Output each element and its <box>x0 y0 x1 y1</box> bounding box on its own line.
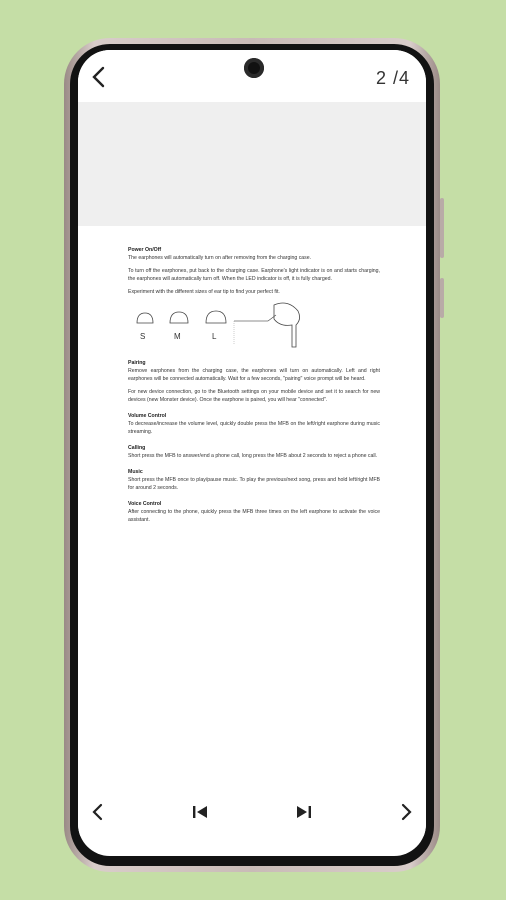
chevron-right-icon <box>394 800 418 824</box>
chevron-left-icon <box>88 64 112 90</box>
pairing-paragraph: For new device connection, go to the Bluetooth settings on your mobile device and set it to search for new devices (new Monster device). Once the earphone is paired, you will hear "connected". <box>128 389 380 403</box>
last-page-button[interactable] <box>292 800 316 824</box>
calling-paragraph: Short press the MFB to answer/end a phone call, long press the MFB about 2 seconds to reject a phone call. <box>128 453 378 459</box>
volume-button <box>440 198 444 258</box>
voice-paragraph: After connecting to the phone, quickly press the MFB three times on the left earphone to activate the voice assistant. <box>128 509 380 523</box>
front-camera <box>244 58 264 78</box>
ear-tip-illustration <box>128 301 380 351</box>
music-paragraph: Short press the MFB once to play/pause music. To play the previous/next song, press and hold left/right MFB for around 2 seconds. <box>128 477 380 491</box>
power-paragraph: To turn off the earphones, put back to the charging case. Earphone's light indicator is on and starts charging, the earphones will automatically turn off. When the LED indicator is off, it is fully charged. <box>128 268 380 282</box>
back-button[interactable] <box>88 64 112 90</box>
pdf-viewer[interactable] <box>78 102 426 782</box>
skip-next-icon <box>292 800 316 824</box>
pairing-paragraph: Remove earphones from the charging case, the earphones will turn on automatically. Left and right earphones will be connected automatically. Wait for a few seconds, "pairing" voice prompt will be heard. <box>128 368 380 382</box>
size-label-s: S <box>140 332 146 341</box>
document-content <box>128 238 380 529</box>
first-page-button[interactable] <box>188 800 212 824</box>
calling-heading: Calling <box>128 445 146 451</box>
screen <box>78 50 426 856</box>
size-label-m: M <box>174 332 181 341</box>
prev-page-button[interactable] <box>86 800 110 824</box>
phone-frame <box>64 38 440 872</box>
size-label-l: L <box>212 332 217 341</box>
next-page-button[interactable] <box>394 800 418 824</box>
power-paragraph: The earphones will automatically turn on after removing from the charging case. <box>128 255 312 261</box>
document-page <box>78 226 426 786</box>
power-button <box>440 278 444 318</box>
ear-tip-diagram <box>128 301 380 351</box>
music-heading: Music <box>128 469 143 475</box>
volume-paragraph: To decrease/increase the volume level, quickly double press the MFB on the left/right earphone during music streaming. <box>128 421 380 435</box>
voice-heading: Voice Control <box>128 501 162 507</box>
chevron-left-icon <box>86 800 110 824</box>
power-heading: Power On/Off <box>128 247 162 253</box>
bottom-navigation <box>78 790 426 836</box>
volume-heading: Volume Control <box>128 413 167 419</box>
page-indicator: 2 /4 <box>375 68 410 88</box>
power-paragraph: Experiment with the different sizes of ear tip to find your perfect fit. <box>128 289 280 295</box>
skip-previous-icon <box>188 800 212 824</box>
pairing-heading: Pairing <box>128 360 146 366</box>
